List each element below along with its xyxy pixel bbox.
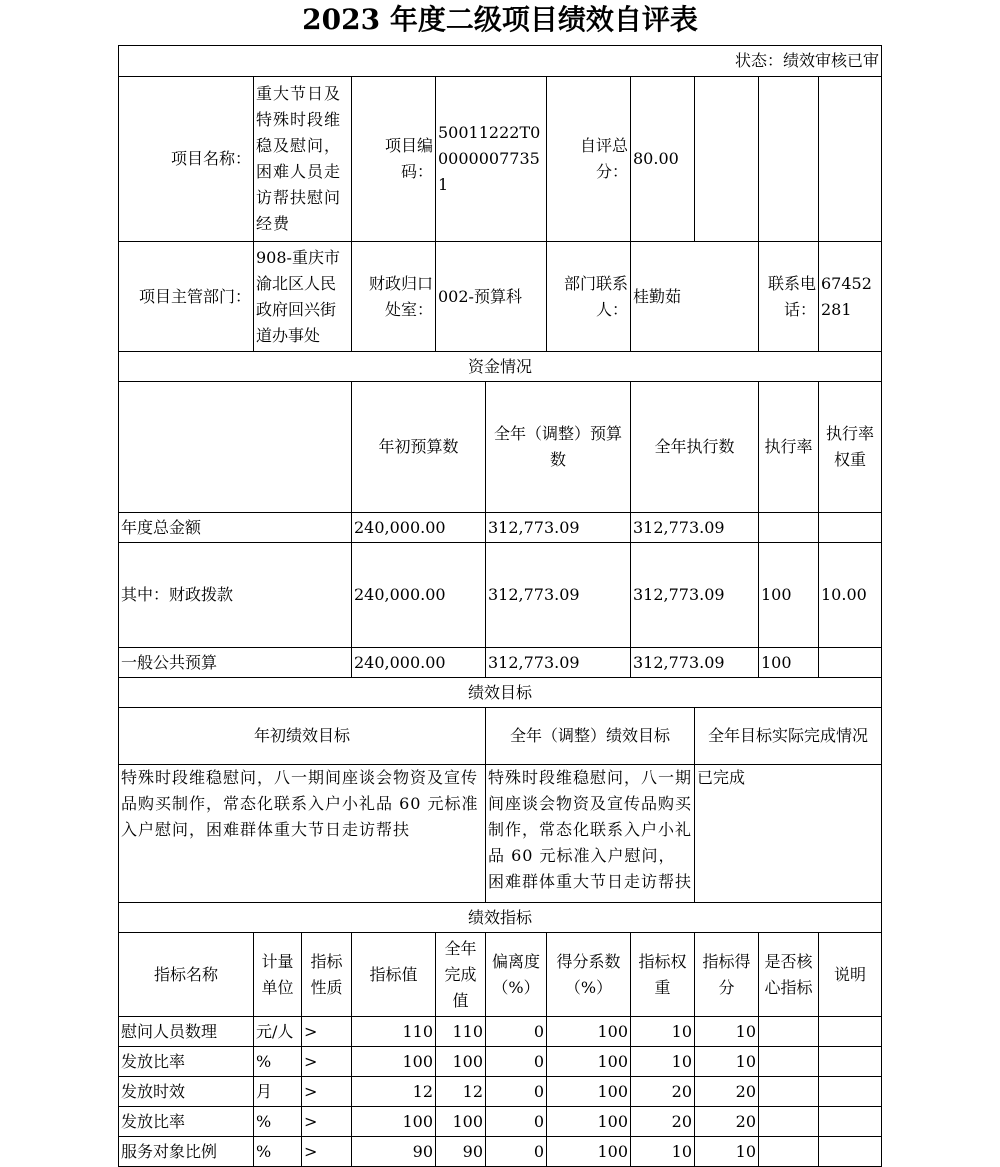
dept-value: 908-重庆市渝北区人民政府回兴街道办事处 (254, 242, 352, 352)
ind-name: 服务对象比例 (119, 1137, 254, 1167)
ind-core (759, 1107, 819, 1137)
ind-name: 发放比率 (119, 1107, 254, 1137)
ind-header-score: 指标得分 (695, 933, 759, 1017)
ind-unit: 月 (254, 1077, 302, 1107)
goals-initial-text: 特殊时段维稳慰问，八一期间座谈会物资及宣传品购买制作，常态化联系入户小礼品 60 元标准入户慰问，困难群体重大节日走访帮扶 (119, 765, 486, 903)
ind-weight: 20 (631, 1077, 695, 1107)
goals-adjusted-text: 特殊时段维稳慰问，八一期间座谈会物资及宣传品购买制作，常态化联系入户小礼品 60 元标准入户慰问，困难群体重大节日走访帮扶 (486, 765, 695, 903)
funds-row-name: 一般公共预算 (119, 648, 352, 678)
empty-cell (819, 77, 882, 242)
funds-row-name: 其中：财政拨款 (119, 543, 352, 648)
table-row (119, 1077, 882, 1107)
ind-unit: % (254, 1107, 302, 1137)
funds-header-budget: 年初预算数 (352, 382, 486, 513)
ind-score: 20 (695, 1107, 759, 1137)
ind-nature: > (302, 1047, 352, 1077)
self-score-value: 80.00 (631, 77, 695, 242)
phone-value: 67452281 (819, 242, 882, 352)
ind-core (759, 1017, 819, 1047)
ind-score: 10 (695, 1047, 759, 1077)
funds-row-weight (819, 513, 882, 543)
ind-note (819, 1107, 882, 1137)
indicators-section-title: 绩效指标 (119, 903, 882, 933)
status-text: 状态：绩效审核已审 (119, 46, 882, 77)
ind-deviation: 0 (486, 1077, 547, 1107)
empty-cell (759, 77, 819, 242)
ind-value: 12 (352, 1077, 436, 1107)
ind-header-nature: 指标性质 (302, 933, 352, 1017)
ind-weight: 20 (631, 1107, 695, 1137)
funds-row-budget: 240,000.00 (352, 543, 486, 648)
funds-row-rate: 100 (759, 543, 819, 648)
funds-section-title: 资金情况 (119, 352, 882, 382)
ind-coefficient: 100 (547, 1107, 631, 1137)
dept-label: 项目主管部门： (119, 242, 254, 352)
ind-nature: > (302, 1137, 352, 1167)
ind-header-weight: 指标权重 (631, 933, 695, 1017)
table-row (119, 1137, 882, 1167)
ind-note (819, 1047, 882, 1077)
ind-nature: > (302, 1107, 352, 1137)
contact-value: 桂勤茹 (631, 242, 759, 352)
goals-header-initial: 年初绩效目标 (119, 708, 486, 765)
goals-header-actual: 全年目标实际完成情况 (695, 708, 882, 765)
ind-name: 发放时效 (119, 1077, 254, 1107)
ind-done: 90 (436, 1137, 486, 1167)
ind-done: 12 (436, 1077, 486, 1107)
ind-header-value: 指标值 (352, 933, 436, 1017)
funds-header-adjusted: 全年（调整）预算数 (486, 382, 631, 513)
ind-unit: % (254, 1047, 302, 1077)
finance-office-value: 002-预算科 (436, 242, 547, 352)
table-row (119, 1017, 882, 1047)
project-code-label: 项目编码： (352, 77, 436, 242)
goals-header-adjusted: 全年（调整）绩效目标 (486, 708, 695, 765)
table-row (119, 1047, 882, 1077)
funds-row-name: 年度总金额 (119, 513, 352, 543)
funds-row-weight (819, 648, 882, 678)
ind-name: 慰问人员数理 (119, 1017, 254, 1047)
goals-actual-text: 已完成 (695, 765, 882, 903)
ind-note (819, 1017, 882, 1047)
empty-cell (695, 77, 759, 242)
ind-weight: 10 (631, 1137, 695, 1167)
funds-row-rate (759, 513, 819, 543)
project-code-value: 50011222T000000077351 (436, 77, 547, 242)
phone-label: 联系电话： (759, 242, 819, 352)
funds-header-rate: 执行率 (759, 382, 819, 513)
ind-deviation: 0 (486, 1017, 547, 1047)
ind-core (759, 1047, 819, 1077)
ind-unit: 元/人 (254, 1017, 302, 1047)
ind-core (759, 1077, 819, 1107)
ind-note (819, 1077, 882, 1107)
ind-nature: > (302, 1077, 352, 1107)
funds-row-budget: 240,000.00 (352, 513, 486, 543)
funds-header-executed: 全年执行数 (631, 382, 759, 513)
self-score-label: 自评总分： (547, 77, 631, 242)
ind-deviation: 0 (486, 1047, 547, 1077)
funds-row-adjusted: 312,773.09 (486, 648, 631, 678)
ind-weight: 10 (631, 1017, 695, 1047)
funds-header-weight: 执行率权重 (819, 382, 882, 513)
ind-header-core: 是否核心指标 (759, 933, 819, 1017)
funds-row-executed: 312,773.09 (631, 543, 759, 648)
ind-value: 100 (352, 1107, 436, 1137)
ind-coefficient: 100 (547, 1137, 631, 1167)
ind-deviation: 0 (486, 1137, 547, 1167)
funds-row-adjusted: 312,773.09 (486, 513, 631, 543)
ind-score: 10 (695, 1017, 759, 1047)
ind-unit: % (254, 1137, 302, 1167)
funds-row (119, 543, 882, 648)
ind-done: 100 (436, 1107, 486, 1137)
evaluation-table (118, 45, 882, 1167)
table-row (119, 1107, 882, 1137)
funds-row-adjusted: 312,773.09 (486, 543, 631, 648)
ind-done: 100 (436, 1047, 486, 1077)
ind-weight: 10 (631, 1047, 695, 1077)
goals-section-title: 绩效目标 (119, 678, 882, 708)
funds-row-executed: 312,773.09 (631, 648, 759, 678)
ind-nature: > (302, 1017, 352, 1047)
funds-row (119, 513, 882, 543)
funds-row (119, 648, 882, 678)
ind-name: 发放比率 (119, 1047, 254, 1077)
project-name-value: 重大节日及特殊时段维稳及慰问，困难人员走访帮扶慰问经费 (254, 77, 352, 242)
ind-score: 20 (695, 1077, 759, 1107)
ind-value: 100 (352, 1047, 436, 1077)
funds-row-weight: 10.00 (819, 543, 882, 648)
page-title: 2023 年度二级项目绩效自评表 (302, 3, 698, 36)
ind-value: 90 (352, 1137, 436, 1167)
ind-header-coefficient: 得分系数（%） (547, 933, 631, 1017)
ind-core (759, 1137, 819, 1167)
ind-coefficient: 100 (547, 1017, 631, 1047)
ind-coefficient: 100 (547, 1077, 631, 1107)
funds-row-rate: 100 (759, 648, 819, 678)
project-name-label: 项目名称： (119, 77, 254, 242)
ind-value: 110 (352, 1017, 436, 1047)
ind-header-deviation: 偏离度（%） (486, 933, 547, 1017)
ind-done: 110 (436, 1017, 486, 1047)
ind-header-name: 指标名称 (119, 933, 254, 1017)
ind-score: 10 (695, 1137, 759, 1167)
funds-row-budget: 240,000.00 (352, 648, 486, 678)
contact-label: 部门联系人： (547, 242, 631, 352)
finance-office-label: 财政归口处室： (352, 242, 436, 352)
ind-header-done: 全年完成值 (436, 933, 486, 1017)
ind-header-note: 说明 (819, 933, 882, 1017)
ind-coefficient: 100 (547, 1047, 631, 1077)
ind-header-unit: 计量单位 (254, 933, 302, 1017)
funds-header-blank (119, 382, 352, 513)
funds-row-executed: 312,773.09 (631, 513, 759, 543)
ind-note (819, 1137, 882, 1167)
ind-deviation: 0 (486, 1107, 547, 1137)
